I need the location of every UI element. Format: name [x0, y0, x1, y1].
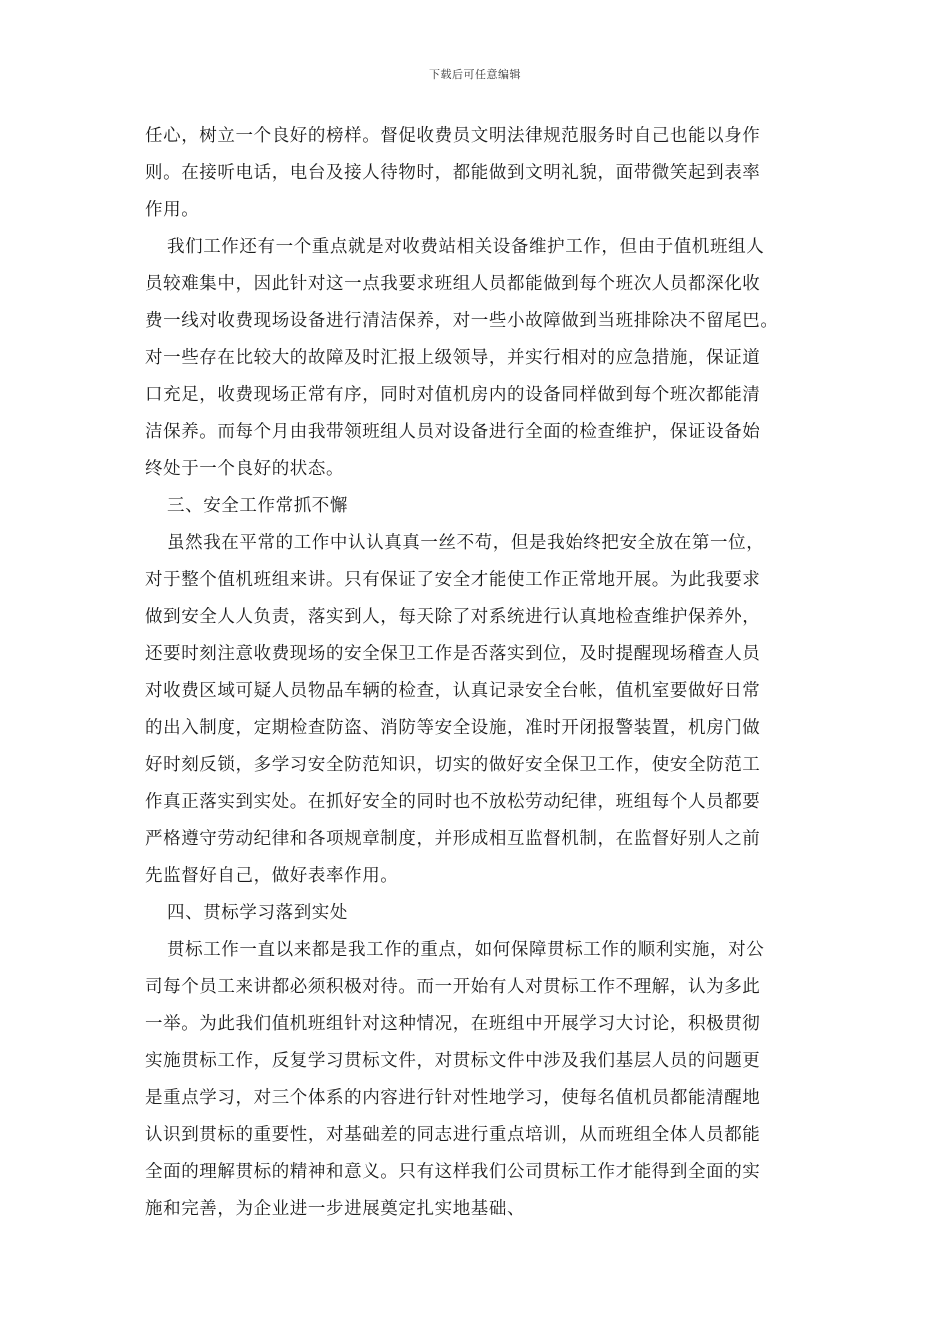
text-line: 的出入制度，定期检查防盗、消防等安全设施，准时开闭报警装置，机房门做	[145, 718, 761, 738]
document-body	[145, 118, 813, 1228]
text-line: 实施贯标工作，反复学习贯标文件，对贯标文件中涉及我们基层人员的问题更	[145, 1051, 761, 1071]
text-line: 洁保养。而每个月由我带领班组人员对设备进行全面的检查维护，保证设备始	[145, 422, 761, 442]
text-line: 还要时刻注意收费现场的安全保卫工作是否落实到位，及时提醒现场稽查人员	[145, 644, 761, 664]
text-line: 施和完善，为企业进一步进展奠定扎实地基础、	[145, 1199, 526, 1219]
text-line: 对收费区域可疑人员物品车辆的检查，认真记录安全台帐，值机室要做好日常	[145, 681, 761, 701]
text-line: 我们工作还有一个重点就是对收费站相关设备维护工作，但由于值机班组人	[167, 237, 765, 257]
text-line: 口充足，收费现场正常有序，同时对值机房内的设备同样做到每个班次都能清	[145, 385, 761, 405]
text-line: 虽然我在平常的工作中认认真真一丝不苟，但是我始终把安全放在第一位，	[167, 533, 765, 553]
text-line: 是重点学习，对三个体系的内容进行针对性地学习，使每名值机员都能清醒地	[145, 1088, 761, 1108]
text-line: 四、贯标学习落到实处	[167, 903, 348, 923]
text-line: 全面的理解贯标的精神和意义。只有这样我们公司贯标工作才能得到全面的实	[145, 1162, 761, 1182]
text-line: 对一些存在比较大的故障及时汇报上级领导，并实行相对的应急措施，保证道	[145, 348, 761, 368]
text-line: 则。在接听电话，电台及接人待物时，都能做到文明礼貌，面带微笑起到表率	[145, 163, 761, 183]
text-line: 严格遵守劳动纪律和各项规章制度，并形成相互监督机制，在监督好别人之前	[145, 829, 761, 849]
text-line: 三、安全工作常抓不懈	[167, 496, 348, 516]
text-line: 员较难集中，因此针对这一点我要求班组人员都能做到每个班次人员都深化收	[145, 274, 761, 294]
text-line: 终处于一个良好的状态。	[145, 459, 345, 479]
text-line: 好时刻反锁，多学习安全防范知识，切实的做好安全保卫工作，使安全防范工	[145, 755, 761, 775]
page-header: 下载后可任意编辑	[429, 68, 521, 81]
text-line: 做到安全人人负责，落实到人，每天除了对系统进行认真地检查维护保养外，	[145, 607, 761, 627]
text-line: 作真正落实到实处。在抓好安全的同时也不放松劳动纪律，班组每个人员都要	[145, 792, 761, 812]
text-line: 费一线对收费现场设备进行清洁保养，对一些小故障做到当班排除决不留尾巴。	[145, 311, 779, 331]
text-line: 贯标工作一直以来都是我工作的重点，如何保障贯标工作的顺利实施，对公	[167, 940, 765, 960]
text-line: 任心，树立一个良好的榜样。督促收费员文明法律规范服务时自己也能以身作	[145, 126, 761, 146]
text-line: 一举。为此我们值机班组针对这种情况，在班组中开展学习大讨论，积极贯彻	[145, 1014, 761, 1034]
text-line: 作用。	[145, 200, 200, 220]
text-line: 对于整个值机班组来讲。只有保证了安全才能使工作正常地开展。为此我要求	[145, 570, 761, 590]
text-line: 认识到贯标的重要性，对基础差的同志进行重点培训，从而班组全体人员都能	[145, 1125, 761, 1145]
text-line: 先监督好自己，做好表率作用。	[145, 866, 399, 886]
text-line: 司每个员工来讲都必须积极对待。而一开始有人对贯标工作不理解，认为多此	[145, 977, 761, 997]
